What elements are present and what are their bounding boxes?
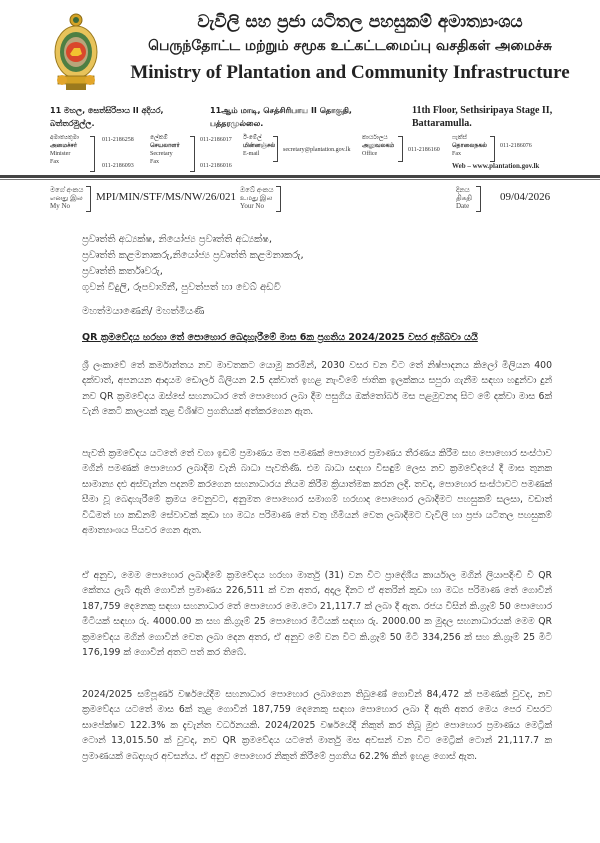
contact-label: Secretary bbox=[150, 151, 173, 157]
sri-lanka-emblem-logo bbox=[52, 10, 100, 92]
minister-fax: 011-2186093 bbox=[102, 163, 134, 169]
ref-label: திகதி bbox=[456, 194, 472, 202]
ref-label: ඔබේ අංකය bbox=[240, 186, 274, 194]
salutation: මහත්මයාණෙනි/ මහත්මියණි bbox=[82, 306, 205, 317]
addressee-block bbox=[82, 232, 304, 296]
brace bbox=[276, 186, 281, 212]
address-english-line: Battaramulla. bbox=[412, 118, 472, 129]
address-english-line: 11th Floor, Sethsiripaya Stage II, bbox=[412, 105, 553, 116]
addressee-line: ප්‍රවෘත්ති කළමනාකරු,නියෝජ්‍ය ප්‍රවෘත්ති කළමනාකරු, bbox=[82, 250, 304, 261]
minister-phone: 011-2186258 bbox=[102, 137, 134, 143]
contact-label: மின்னஞ்சல் bbox=[243, 143, 276, 149]
my-reference-number: MPI/MIN/STF/MS/NW/26/021 bbox=[96, 191, 236, 203]
brace bbox=[190, 136, 195, 172]
address-sinhala bbox=[50, 104, 200, 130]
addressee-line: ප්‍රවෘත්ති කර්තෘවරු, bbox=[82, 266, 163, 277]
brace bbox=[273, 136, 278, 162]
address-sinhala-line: 11 මහල, සෙත්සිරිපාය II අදියර, bbox=[50, 106, 164, 115]
secretary-phone: 011-2186017 bbox=[200, 137, 232, 143]
brace bbox=[90, 136, 95, 172]
contact-label: E-mail bbox=[243, 151, 260, 157]
letter-subject: QR ක්‍රමවේදය හරහා තේ පොහොර බෙදාහැරීමේ මාස 6ක ප්‍රගතිය 2024/2025 වසර අභිබවා යයි bbox=[82, 332, 478, 343]
addressee-line: ගුවන් විදුලි, රූපවාහිනී, පුවත්පත් හා වෙබ් අඩවි bbox=[82, 282, 281, 293]
body-paragraph: ශ්‍රී ලංකාවේ තේ කර්මාන්තය නව මාවතකට යොමු කරමින්, 2030 වසර වන විට තේ නිෂ්පාදනය කිලෝ මිලියන 400 දක්වාත්, අපනයන ආදායම ඩොලර් බිලියන 2.5 දක්වාත් ඉහළ නැංවීමේ ජාතික ඉලක්කය සපුරා ගැනීම සඳහා හඳුන්වා දුන් නව QR ක්‍රමවේදය ඔස්සේ සහනාධාර තේ පොහොර ලබා දීම පසුගිය ඔක්තෝබර් මස පළමුවනදා සිට මේ දක්වා මාස 6ක් වැනි කෙටි කාලයක් තුළ විශිෂ්ට ප්‍රගතියක් අත්කරගෙන ඇත. bbox=[82, 360, 552, 418]
address-tamil-line: பத்தரமுல்லை. bbox=[210, 119, 264, 128]
address-sinhala-line: බත්තරමුල්ල. bbox=[50, 119, 95, 128]
contact-label: தொலைநகல் bbox=[452, 143, 488, 149]
contact-label: Fax bbox=[452, 151, 461, 157]
contact-label: අමාත්‍යතුමා bbox=[50, 135, 79, 141]
ref-label: உமது இல bbox=[240, 194, 273, 202]
website-link[interactable]: Web – www.plantation.gov.lk bbox=[452, 162, 540, 170]
contact-label: அமைச்சர் bbox=[50, 143, 77, 149]
contact-label: Fax bbox=[150, 159, 159, 165]
ref-my-no bbox=[50, 186, 236, 210]
ref-date bbox=[456, 186, 551, 210]
brace bbox=[86, 186, 91, 212]
contact-label: Minister bbox=[50, 151, 71, 157]
contact-label: அலுவலகம் bbox=[362, 143, 395, 149]
ref-label: Your No bbox=[240, 202, 264, 210]
body-paragraph: 2024/2025 සම්පූර්ණ වර්ෂයේදීම සහනාධාර පොහොර ලබාගෙන තිබුණේ ගොවීන් 84,472 ක් පමණක් වුවද, නව ක්‍රමවේදය යටතේ මාස 6ක් තුළ ගොවීන් 187,759 දෙනෙකු සඳහා පොහොර ලබා දී ඇති අතර මෙය පෙර වසරට සාපේක්ෂව 122.3% ක දැවැන්ත වර්ධනයකි. 2024/2025 වර්ෂයේදී නිකුත් කර තිබූ මුළු පොහොර ප්‍රමාණය මෙට්‍රික් ටොන් 13,015.50 ක් වුවද, නව QR ක්‍රමවේදය යටතේ මාර්තු මස අවසන් වන විට මෙට්‍රික් ටොන් 21,117.7 ක ප්‍රමාණයක් බෙදාහැර අවසන්ය. ඒ අනුව පොහොර නිකුත් කිරීමේ ප්‍රගතිය 62.2% කින් ඉහළ ගොස් ඇත. bbox=[82, 689, 552, 762]
contact-label: செயலாளர் bbox=[150, 143, 180, 149]
office-phone: 011-2186160 bbox=[408, 147, 440, 153]
contact-label: ඊ-මේල් bbox=[243, 135, 262, 141]
header-divider-thin bbox=[0, 179, 600, 180]
contact-label: Fax bbox=[50, 159, 59, 165]
ref-label: My No bbox=[50, 202, 71, 210]
contact-label: ලේකම් bbox=[150, 135, 168, 141]
ministry-title-tamil: பெருந்தோட்ட மற்றும் சமூக உட்கட்டமைப்பு வசதிகள் அமைச்சு bbox=[148, 38, 552, 54]
fax-number: 011-2186076 bbox=[500, 143, 532, 149]
contact-label: කාර්යාලය bbox=[362, 135, 388, 141]
address-tamil-line: 11ஆம் மாடி, செத்சிரிபாய II தொகுதி, bbox=[210, 106, 352, 115]
ref-label: මගේ අංකය bbox=[50, 186, 84, 194]
address-english bbox=[412, 104, 592, 130]
brace bbox=[490, 136, 495, 162]
letter-date: 09/04/2026 bbox=[500, 191, 551, 203]
contact-label: Office bbox=[362, 151, 378, 157]
ref-your-no bbox=[240, 186, 274, 210]
ref-label: දිනය bbox=[456, 186, 470, 194]
body-paragraph: ඒ අනුව, මෙම පොහොර ලබාදීමේ ක්‍රමවේදය හරහා මාර්තු (31) වන විට ප්‍රාදේශීය කාර්යාල මගින් ලියාපදිංචි වී QR කේතය ලැබී ඇති ගොවීන් ප්‍රමාණය 226,511 ක් වන අතර, අදාල දිනට ඒ අතරින් කුඩා හා මධ්‍ය පරිමාණ තේ ගොවීන් 187,759 දෙනෙකු සඳහා සහනාධාර තේ පොහොර මෙ.ටො 21,117.7 ක් ලබා දී ඇත. රජය විසින් කි.ග්‍රෑම් 50 පොහොර මිටියක් සඳහා රු. 4000.00 ක සහ කි.ග්‍රෑම් 25 පොහොර මිටියක් සඳහා රු. 2000.00 ක මුදල සහනාධාරයක් මෙම QR ක්‍රමවේදය මගින් ගොවීන් වෙත ලබා දෙන අතර, ඒ අනුව මේ වන විට කි.ග්‍රෑම් 50 මිටි 334,256 ක් සහ කි.ග්‍රෑම් 25 මිටි 176,199 ක් ගොවීන් අතට පත් කර තිබේ. bbox=[82, 570, 552, 659]
address-tamil bbox=[210, 104, 360, 130]
ref-label: Date bbox=[456, 202, 470, 210]
addressee-line: ප්‍රවෘත්ති අධ්‍යක්ෂ, නියෝජ්‍ය ප්‍රවෘත්ති අධ්‍යක්ෂ, bbox=[82, 234, 273, 245]
ref-label: எனது இல bbox=[50, 194, 83, 202]
body-paragraph: පැවති ක්‍රමවේදය යටතේ තේ වගා ඉඩම් ප්‍රමාණය මත පමණක් පොහොර ප්‍රමාණය තීරණය කිරීම සහ පොහොර සංස්ථාව මගින් පමණක් පොහොර ලබාදීම වැනි බාධා පැවතිණි. එම බාධා සඳහා විසඳුම් ලෙස නව ක්‍රමවේදයේ දී මාස තුනක සාමාන්‍ය දළු අස්වැන්න පදනම් කරගෙන සහනාධාරය නියම කිරීම ක්‍රියාත්මක කරන ලදි. තවද, පොහොර සංස්ථාවට පමණක් සීමා වූ බෙදාහැරීමේ ක්‍රමය වෙනුවට, අනුමත පොහොර සමාගම් හරහාද පොහොර ලබාදීමට පහසුකම් සලසා, වඩාත් විධිමත් හා කඩිනම් සේවාවක් කුඩා හා මධ්‍ය පරිමාණ තේ වතු හිමියන් වෙත ලබාදීමට වැවිලි හා ප්‍රජා යටිතල පහසුකම් අමාත්‍යාංශය පියවර ගෙන ඇත. bbox=[82, 448, 552, 537]
secretary-fax: 011-2186016 bbox=[200, 163, 232, 169]
brace bbox=[476, 186, 481, 212]
contact-label: ෆැක්ස් bbox=[452, 135, 467, 141]
email-link[interactable]: secretary@plantation.gov.lk bbox=[283, 147, 351, 153]
ministry-title-sinhala: වැවිලි සහ ප්‍රජා යටිතල පහසුකම් අමාත්‍යාංශය bbox=[197, 12, 523, 32]
brace bbox=[398, 136, 403, 162]
ministry-title-english: Ministry of Plantation and Community Infrastructure bbox=[130, 62, 570, 83]
header-divider bbox=[0, 175, 600, 178]
